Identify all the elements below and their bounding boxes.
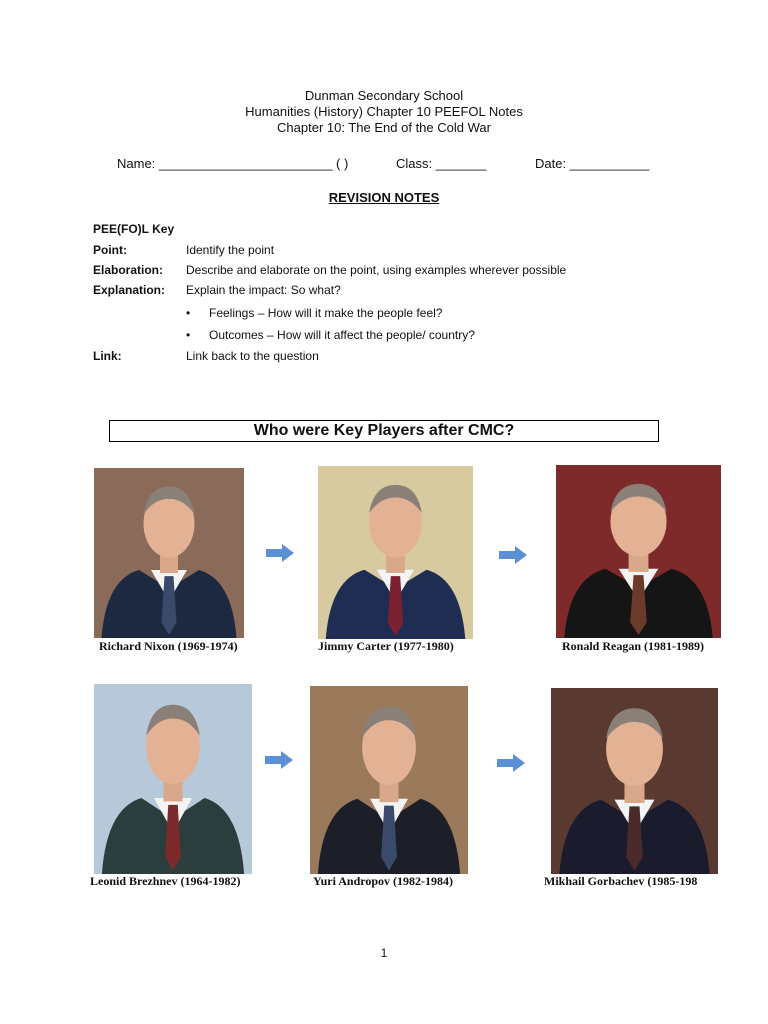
name-field[interactable]: Name: ________________________ ( ) xyxy=(117,156,349,171)
key-term: Elaboration: xyxy=(93,263,164,277)
bullet-icon: • xyxy=(186,328,191,342)
portrait-illustration xyxy=(318,466,473,639)
class-field[interactable]: Class: _______ xyxy=(396,156,487,171)
portrait-illustration xyxy=(94,468,244,638)
portrait-illustration xyxy=(551,688,718,874)
brezhnev-portrait xyxy=(94,684,252,874)
carter-portrait xyxy=(318,466,473,639)
caption-andropov: Yuri Andropov (1982-1984) xyxy=(313,874,454,888)
portrait-illustration xyxy=(94,684,252,874)
caption-nixon: Richard Nixon (1969-1974) xyxy=(99,639,238,653)
caption-reagan: Ronald Reagan (1981-1989) xyxy=(562,639,705,653)
key-term: Explanation: xyxy=(93,283,166,297)
key-desc: Identify the point xyxy=(186,243,275,257)
bullet-icon: • xyxy=(186,306,191,320)
school-name: Dunman Secondary School xyxy=(304,88,464,103)
key-term: Link: xyxy=(93,349,122,363)
bullet-text: Outcomes – How will it affect the people/ country? xyxy=(209,328,475,342)
portrait-illustration xyxy=(310,686,468,874)
caption-gorbachev: Mikhail Gorbachev (1985-198 xyxy=(544,874,698,888)
key-desc: Describe and elaborate on the point, using examples wherever possible xyxy=(186,263,567,277)
bullet-text: Feelings – How will it make the people feel? xyxy=(209,306,443,320)
key-term: Point: xyxy=(93,243,127,257)
reagan-portrait xyxy=(556,465,721,638)
arrow-right-icon xyxy=(265,543,295,563)
revision-notes-heading: REVISION NOTES xyxy=(328,190,440,205)
gorbachev-portrait xyxy=(551,688,718,874)
key-players-banner: Who were Key Players after CMC? xyxy=(109,420,659,442)
andropov-portrait xyxy=(310,686,468,874)
course-title: Humanities (History) Chapter 10 PEEFOL Notes xyxy=(245,104,523,119)
caption-brezhnev: Leonid Brezhnev (1964-1982) xyxy=(90,874,241,888)
page-number: 1 xyxy=(380,946,388,960)
arrow-right-icon xyxy=(264,750,294,770)
date-field[interactable]: Date: ___________ xyxy=(535,156,650,171)
key-desc: Explain the impact: So what? xyxy=(186,283,341,297)
portrait-illustration xyxy=(556,465,721,638)
nixon-portrait xyxy=(94,468,244,638)
arrow-right-icon xyxy=(498,545,528,565)
chapter-title: Chapter 10: The End of the Cold War xyxy=(277,120,491,135)
key-title: PEE(FO)L Key xyxy=(93,222,175,236)
key-desc: Link back to the question xyxy=(186,349,319,363)
arrow-right-icon xyxy=(496,753,526,773)
caption-carter: Jimmy Carter (1977-1980) xyxy=(318,639,454,653)
